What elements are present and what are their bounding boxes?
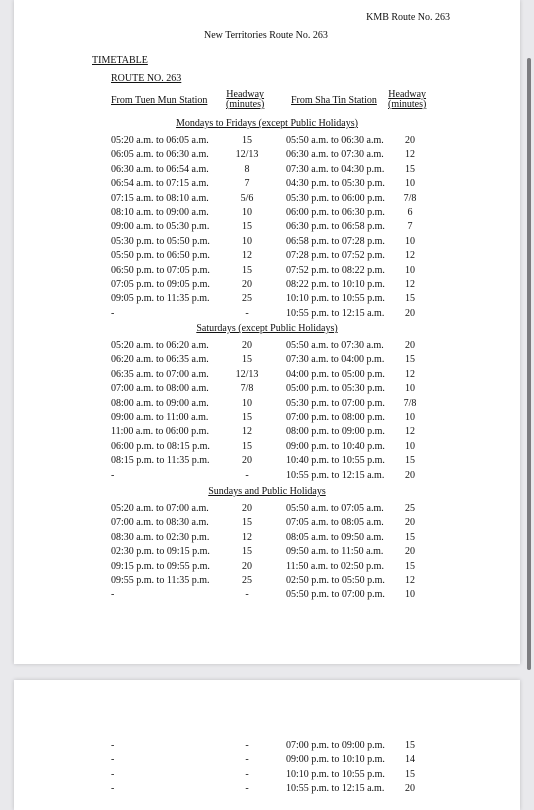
tuen-mun-headway: 15 bbox=[242, 412, 252, 423]
sha-tin-headway: 12 bbox=[405, 250, 415, 262]
tuen-mun-period: 09:05 p.m. to 11:35 p.m. bbox=[111, 293, 210, 305]
section-title-text: Saturdays (except Public Holidays) bbox=[196, 323, 338, 334]
tuen-mun-period: 07:00 a.m. to 08:30 a.m. bbox=[111, 517, 209, 529]
sha-tin-period: 10:10 p.m. to 10:55 p.m. bbox=[286, 293, 385, 305]
tuen-mun-headway: 12 bbox=[242, 531, 252, 543]
sha-tin-period: 05:50 a.m. to 07:30 a.m. bbox=[286, 340, 384, 351]
tuen-mun-period: 11:00 a.m. to 06:00 p.m. bbox=[111, 426, 209, 438]
table-row bbox=[14, 455, 520, 469]
sha-tin-headway: 12 bbox=[405, 426, 415, 438]
table-row bbox=[14, 398, 520, 412]
tuen-mun-headway: 15 bbox=[242, 440, 252, 452]
sha-tin-headway: 10 bbox=[405, 383, 415, 395]
column-from-sha-tin: From Sha Tin Station bbox=[291, 95, 377, 106]
table-row bbox=[14, 769, 520, 783]
sha-tin-headway: 12 bbox=[405, 149, 415, 161]
tuen-mun-period: 08:10 a.m. to 09:00 a.m. bbox=[111, 207, 209, 218]
tuen-mun-period: 08:30 a.m. to 02:30 p.m. bbox=[111, 531, 210, 543]
sha-tin-period: 08:00 p.m. to 09:00 p.m. bbox=[286, 426, 385, 438]
region-header: New Territories Route No. 263 bbox=[204, 30, 328, 41]
tuen-mun-headway: 25 bbox=[242, 293, 252, 305]
sha-tin-headway: 6 bbox=[407, 207, 413, 218]
sha-tin-headway: 25 bbox=[405, 503, 415, 514]
tuen-mun-headway: 7/8 bbox=[240, 383, 254, 395]
tuen-mun-headway: - bbox=[245, 783, 249, 795]
sha-tin-headway: 7 bbox=[407, 221, 413, 233]
tuen-mun-period: 06:05 a.m. to 06:30 a.m. bbox=[111, 149, 209, 161]
sha-tin-period: 07:00 p.m. to 08:00 p.m. bbox=[286, 412, 385, 423]
sha-tin-period: 10:10 p.m. to 10:55 p.m. bbox=[286, 768, 385, 780]
sha-tin-period: 09:00 p.m. to 10:40 p.m. bbox=[286, 440, 385, 452]
table-row bbox=[14, 383, 520, 397]
column-from-tuen-mun: From Tuen Mun Station bbox=[111, 95, 208, 106]
tuen-mun-period: - bbox=[111, 740, 115, 751]
tuen-mun-headway: 20 bbox=[242, 279, 252, 290]
sha-tin-period: 10:55 p.m. to 12:15 a.m. bbox=[286, 783, 385, 795]
table-row bbox=[14, 546, 520, 560]
tuen-mun-period: 05:50 p.m. to 06:50 p.m. bbox=[111, 250, 210, 262]
tuen-mun-headway: 15 bbox=[242, 517, 252, 529]
table-row bbox=[14, 754, 520, 768]
sha-tin-headway: 20 bbox=[405, 307, 415, 319]
table-row bbox=[14, 470, 520, 484]
section-title bbox=[14, 118, 520, 129]
sha-tin-period: 05:50 a.m. to 07:05 a.m. bbox=[286, 503, 384, 514]
tuen-mun-headway: - bbox=[245, 754, 249, 766]
table-row bbox=[14, 193, 520, 207]
tuen-mun-period: 06:00 p.m. to 08:15 p.m. bbox=[111, 440, 210, 452]
tuen-mun-headway: 20 bbox=[242, 340, 252, 351]
sha-tin-headway: 12 bbox=[405, 368, 415, 380]
tuen-mun-period: 07:15 a.m. to 08:10 a.m. bbox=[111, 192, 209, 204]
table-row bbox=[14, 426, 520, 440]
tuen-mun-period: 05:20 a.m. to 06:05 a.m. bbox=[111, 135, 209, 146]
sha-tin-period: 02:50 p.m. to 05:50 p.m. bbox=[286, 575, 385, 586]
sha-tin-period: 10:55 p.m. to 12:15 a.m. bbox=[286, 469, 385, 481]
column-headway-b-line1: Headway bbox=[388, 89, 427, 100]
tuen-mun-headway: 8 bbox=[244, 163, 250, 175]
tuen-mun-headway: 15 bbox=[242, 221, 252, 233]
document-page-2 bbox=[14, 680, 520, 810]
sha-tin-headway: 20 bbox=[405, 546, 415, 558]
sha-tin-headway: 15 bbox=[405, 560, 415, 572]
sha-tin-headway: 20 bbox=[405, 469, 415, 481]
table-row bbox=[14, 561, 520, 575]
table-row bbox=[14, 517, 520, 531]
sha-tin-headway: 7/8 bbox=[403, 192, 417, 204]
column-headway-b-line2: (minutes) bbox=[388, 99, 427, 110]
sha-tin-period: 08:05 a.m. to 09:50 a.m. bbox=[286, 531, 384, 543]
tuen-mun-period: 05:20 a.m. to 07:00 a.m. bbox=[111, 503, 209, 514]
sha-tin-headway: 15 bbox=[405, 740, 415, 751]
sha-tin-period: 07:30 a.m. to 04:00 p.m. bbox=[286, 354, 385, 366]
table-row bbox=[14, 369, 520, 383]
sha-tin-period: 07:28 p.m. to 07:52 p.m. bbox=[286, 250, 385, 262]
tuen-mun-headway: 20 bbox=[242, 455, 252, 467]
tuen-mun-headway: - bbox=[245, 307, 249, 319]
sha-tin-period: 07:52 p.m. to 08:22 p.m. bbox=[286, 264, 385, 276]
table-row bbox=[14, 740, 520, 754]
tuen-mun-headway: - bbox=[245, 469, 249, 481]
table-row bbox=[14, 178, 520, 192]
sha-tin-headway: 10 bbox=[405, 235, 415, 247]
section-title-text: Sundays and Public Holidays bbox=[208, 486, 326, 497]
table-row bbox=[14, 236, 520, 250]
table-row bbox=[14, 135, 520, 149]
tuen-mun-headway: 12 bbox=[242, 250, 252, 262]
sha-tin-headway: 14 bbox=[405, 754, 415, 766]
tuen-mun-headway: 12 bbox=[242, 426, 252, 438]
tuen-mun-period: 09:00 a.m. to 11:00 a.m. bbox=[111, 412, 209, 423]
table-row bbox=[14, 441, 520, 455]
tuen-mun-headway: 20 bbox=[242, 503, 252, 514]
sha-tin-period: 06:58 p.m. to 07:28 p.m. bbox=[286, 235, 385, 247]
sha-tin-period: 05:30 p.m. to 07:00 p.m. bbox=[286, 397, 385, 409]
sha-tin-headway: 20 bbox=[405, 517, 415, 529]
tuen-mun-period: - bbox=[111, 469, 115, 481]
table-row bbox=[14, 293, 520, 307]
operator-header: KMB Route No. 263 bbox=[366, 12, 450, 23]
tuen-mun-headway: 10 bbox=[242, 397, 252, 409]
sha-tin-headway: 10 bbox=[405, 412, 415, 423]
sha-tin-headway: 15 bbox=[405, 163, 415, 175]
sha-tin-headway: 7/8 bbox=[403, 397, 417, 409]
section-title-text: Mondays to Fridays (except Public Holidays) bbox=[176, 118, 358, 129]
sha-tin-period: 06:30 p.m. to 06:58 p.m. bbox=[286, 221, 385, 233]
tuen-mun-period: 05:30 p.m. to 05:50 p.m. bbox=[111, 235, 210, 247]
column-headway-a-line1: Headway bbox=[226, 89, 265, 100]
column-headway-a bbox=[226, 90, 264, 110]
tuen-mun-period: - bbox=[111, 768, 115, 780]
route-label: ROUTE NO. 263 bbox=[111, 73, 182, 84]
table-row bbox=[14, 575, 520, 589]
tuen-mun-period: 06:35 a.m. to 07:00 a.m. bbox=[111, 368, 209, 380]
tuen-mun-headway: 15 bbox=[242, 354, 252, 366]
table-row bbox=[14, 207, 520, 221]
tuen-mun-period: - bbox=[111, 589, 115, 601]
sha-tin-period: 04:00 p.m. to 05:00 p.m. bbox=[286, 368, 385, 380]
tuen-mun-period: 06:50 p.m. to 07:05 p.m. bbox=[111, 264, 210, 276]
tuen-mun-headway: 5/6 bbox=[240, 192, 254, 204]
sha-tin-headway: 10 bbox=[405, 440, 415, 452]
tuen-mun-headway: 15 bbox=[242, 546, 252, 558]
sha-tin-period: 08:22 p.m. to 10:10 p.m. bbox=[286, 279, 385, 290]
sha-tin-headway: 10 bbox=[405, 178, 415, 190]
tuen-mun-headway: 12/13 bbox=[235, 149, 259, 161]
table-row bbox=[14, 412, 520, 426]
tuen-mun-headway: 15 bbox=[242, 135, 252, 146]
table-row bbox=[14, 250, 520, 264]
tuen-mun-headway: - bbox=[245, 768, 249, 780]
column-headway-b bbox=[388, 90, 426, 110]
tuen-mun-headway: - bbox=[245, 589, 249, 601]
section-title bbox=[14, 486, 520, 497]
sha-tin-period: 10:55 p.m. to 12:15 a.m. bbox=[286, 307, 385, 319]
tuen-mun-period: 05:20 a.m. to 06:20 a.m. bbox=[111, 340, 209, 351]
sha-tin-headway: 15 bbox=[405, 768, 415, 780]
tuen-mun-period: 09:15 p.m. to 09:55 p.m. bbox=[111, 560, 210, 572]
table-row bbox=[14, 221, 520, 235]
sha-tin-headway: 12 bbox=[405, 279, 415, 290]
tuen-mun-period: - bbox=[111, 307, 115, 319]
sha-tin-headway: 15 bbox=[405, 531, 415, 543]
table-row bbox=[14, 149, 520, 163]
tuen-mun-period: 08:15 p.m. to 11:35 p.m. bbox=[111, 455, 210, 467]
tuen-mun-period: 06:30 a.m. to 06:54 a.m. bbox=[111, 163, 209, 175]
tuen-mun-period: 02:30 p.m. to 09:15 p.m. bbox=[111, 546, 210, 558]
tuen-mun-headway: 20 bbox=[242, 560, 252, 572]
sha-tin-headway: 10 bbox=[405, 589, 415, 601]
tuen-mun-period: - bbox=[111, 783, 115, 795]
sha-tin-period: 09:50 a.m. to 11:50 a.m. bbox=[286, 546, 384, 558]
doc-title: TIMETABLE bbox=[92, 55, 148, 66]
table-row bbox=[14, 589, 520, 603]
sha-tin-period: 10:40 p.m. to 10:55 p.m. bbox=[286, 455, 385, 467]
tuen-mun-headway: - bbox=[245, 740, 249, 751]
sha-tin-headway: 20 bbox=[405, 783, 415, 795]
sha-tin-headway: 20 bbox=[405, 340, 415, 351]
tuen-mun-period: 06:20 a.m. to 06:35 a.m. bbox=[111, 354, 209, 366]
tuen-mun-headway: 12/13 bbox=[235, 368, 259, 380]
sha-tin-headway: 10 bbox=[405, 264, 415, 276]
sha-tin-headway: 15 bbox=[405, 354, 415, 366]
sha-tin-period: 09:00 p.m. to 10:10 p.m. bbox=[286, 754, 385, 766]
sha-tin-headway: 15 bbox=[405, 293, 415, 305]
sha-tin-headway: 12 bbox=[405, 575, 415, 586]
section-title bbox=[14, 323, 520, 334]
sha-tin-period: 05:00 p.m. to 05:30 p.m. bbox=[286, 383, 385, 395]
tuen-mun-period: 09:00 a.m. to 05:30 p.m. bbox=[111, 221, 210, 233]
sha-tin-period: 04:30 p.m. to 05:30 p.m. bbox=[286, 178, 385, 190]
table-row bbox=[14, 164, 520, 178]
tuen-mun-period: 07:05 p.m. to 09:05 p.m. bbox=[111, 279, 210, 290]
sha-tin-period: 07:00 p.m. to 09:00 p.m. bbox=[286, 740, 385, 751]
sha-tin-period: 11:50 a.m. to 02:50 p.m. bbox=[286, 560, 384, 572]
sha-tin-headway: 20 bbox=[405, 135, 415, 146]
sha-tin-period: 05:50 p.m. to 07:00 p.m. bbox=[286, 589, 385, 601]
sha-tin-headway: 15 bbox=[405, 455, 415, 467]
sha-tin-period: 06:30 a.m. to 07:30 a.m. bbox=[286, 149, 384, 161]
scrollbar[interactable] bbox=[527, 58, 531, 670]
column-headway-a-line2: (minutes) bbox=[226, 99, 265, 110]
table-row bbox=[14, 279, 520, 293]
tuen-mun-headway: 10 bbox=[242, 235, 252, 247]
sha-tin-period: 05:30 p.m. to 06:00 p.m. bbox=[286, 192, 385, 204]
tuen-mun-headway: 7 bbox=[244, 178, 250, 190]
sha-tin-period: 06:00 p.m. to 06:30 p.m. bbox=[286, 207, 385, 218]
table-row bbox=[14, 503, 520, 517]
table-row bbox=[14, 265, 520, 279]
tuen-mun-headway: 25 bbox=[242, 575, 252, 586]
table-row bbox=[14, 340, 520, 354]
sha-tin-period: 05:50 a.m. to 06:30 a.m. bbox=[286, 135, 384, 146]
tuen-mun-period: - bbox=[111, 754, 115, 766]
table-row bbox=[14, 532, 520, 546]
sha-tin-period: 07:05 a.m. to 08:05 a.m. bbox=[286, 517, 384, 529]
tuen-mun-period: 07:00 a.m. to 08:00 a.m. bbox=[111, 383, 209, 395]
document-page-1 bbox=[14, 0, 520, 664]
table-row bbox=[14, 308, 520, 322]
table-row bbox=[14, 783, 520, 797]
tuen-mun-period: 06:54 a.m. to 07:15 a.m. bbox=[111, 178, 209, 190]
tuen-mun-headway: 15 bbox=[242, 264, 252, 276]
sha-tin-period: 07:30 a.m. to 04:30 p.m. bbox=[286, 163, 385, 175]
tuen-mun-period: 08:00 a.m. to 09:00 a.m. bbox=[111, 397, 209, 409]
table-row bbox=[14, 354, 520, 368]
tuen-mun-period: 09:55 p.m. to 11:35 p.m. bbox=[111, 575, 210, 586]
tuen-mun-headway: 10 bbox=[242, 207, 252, 218]
